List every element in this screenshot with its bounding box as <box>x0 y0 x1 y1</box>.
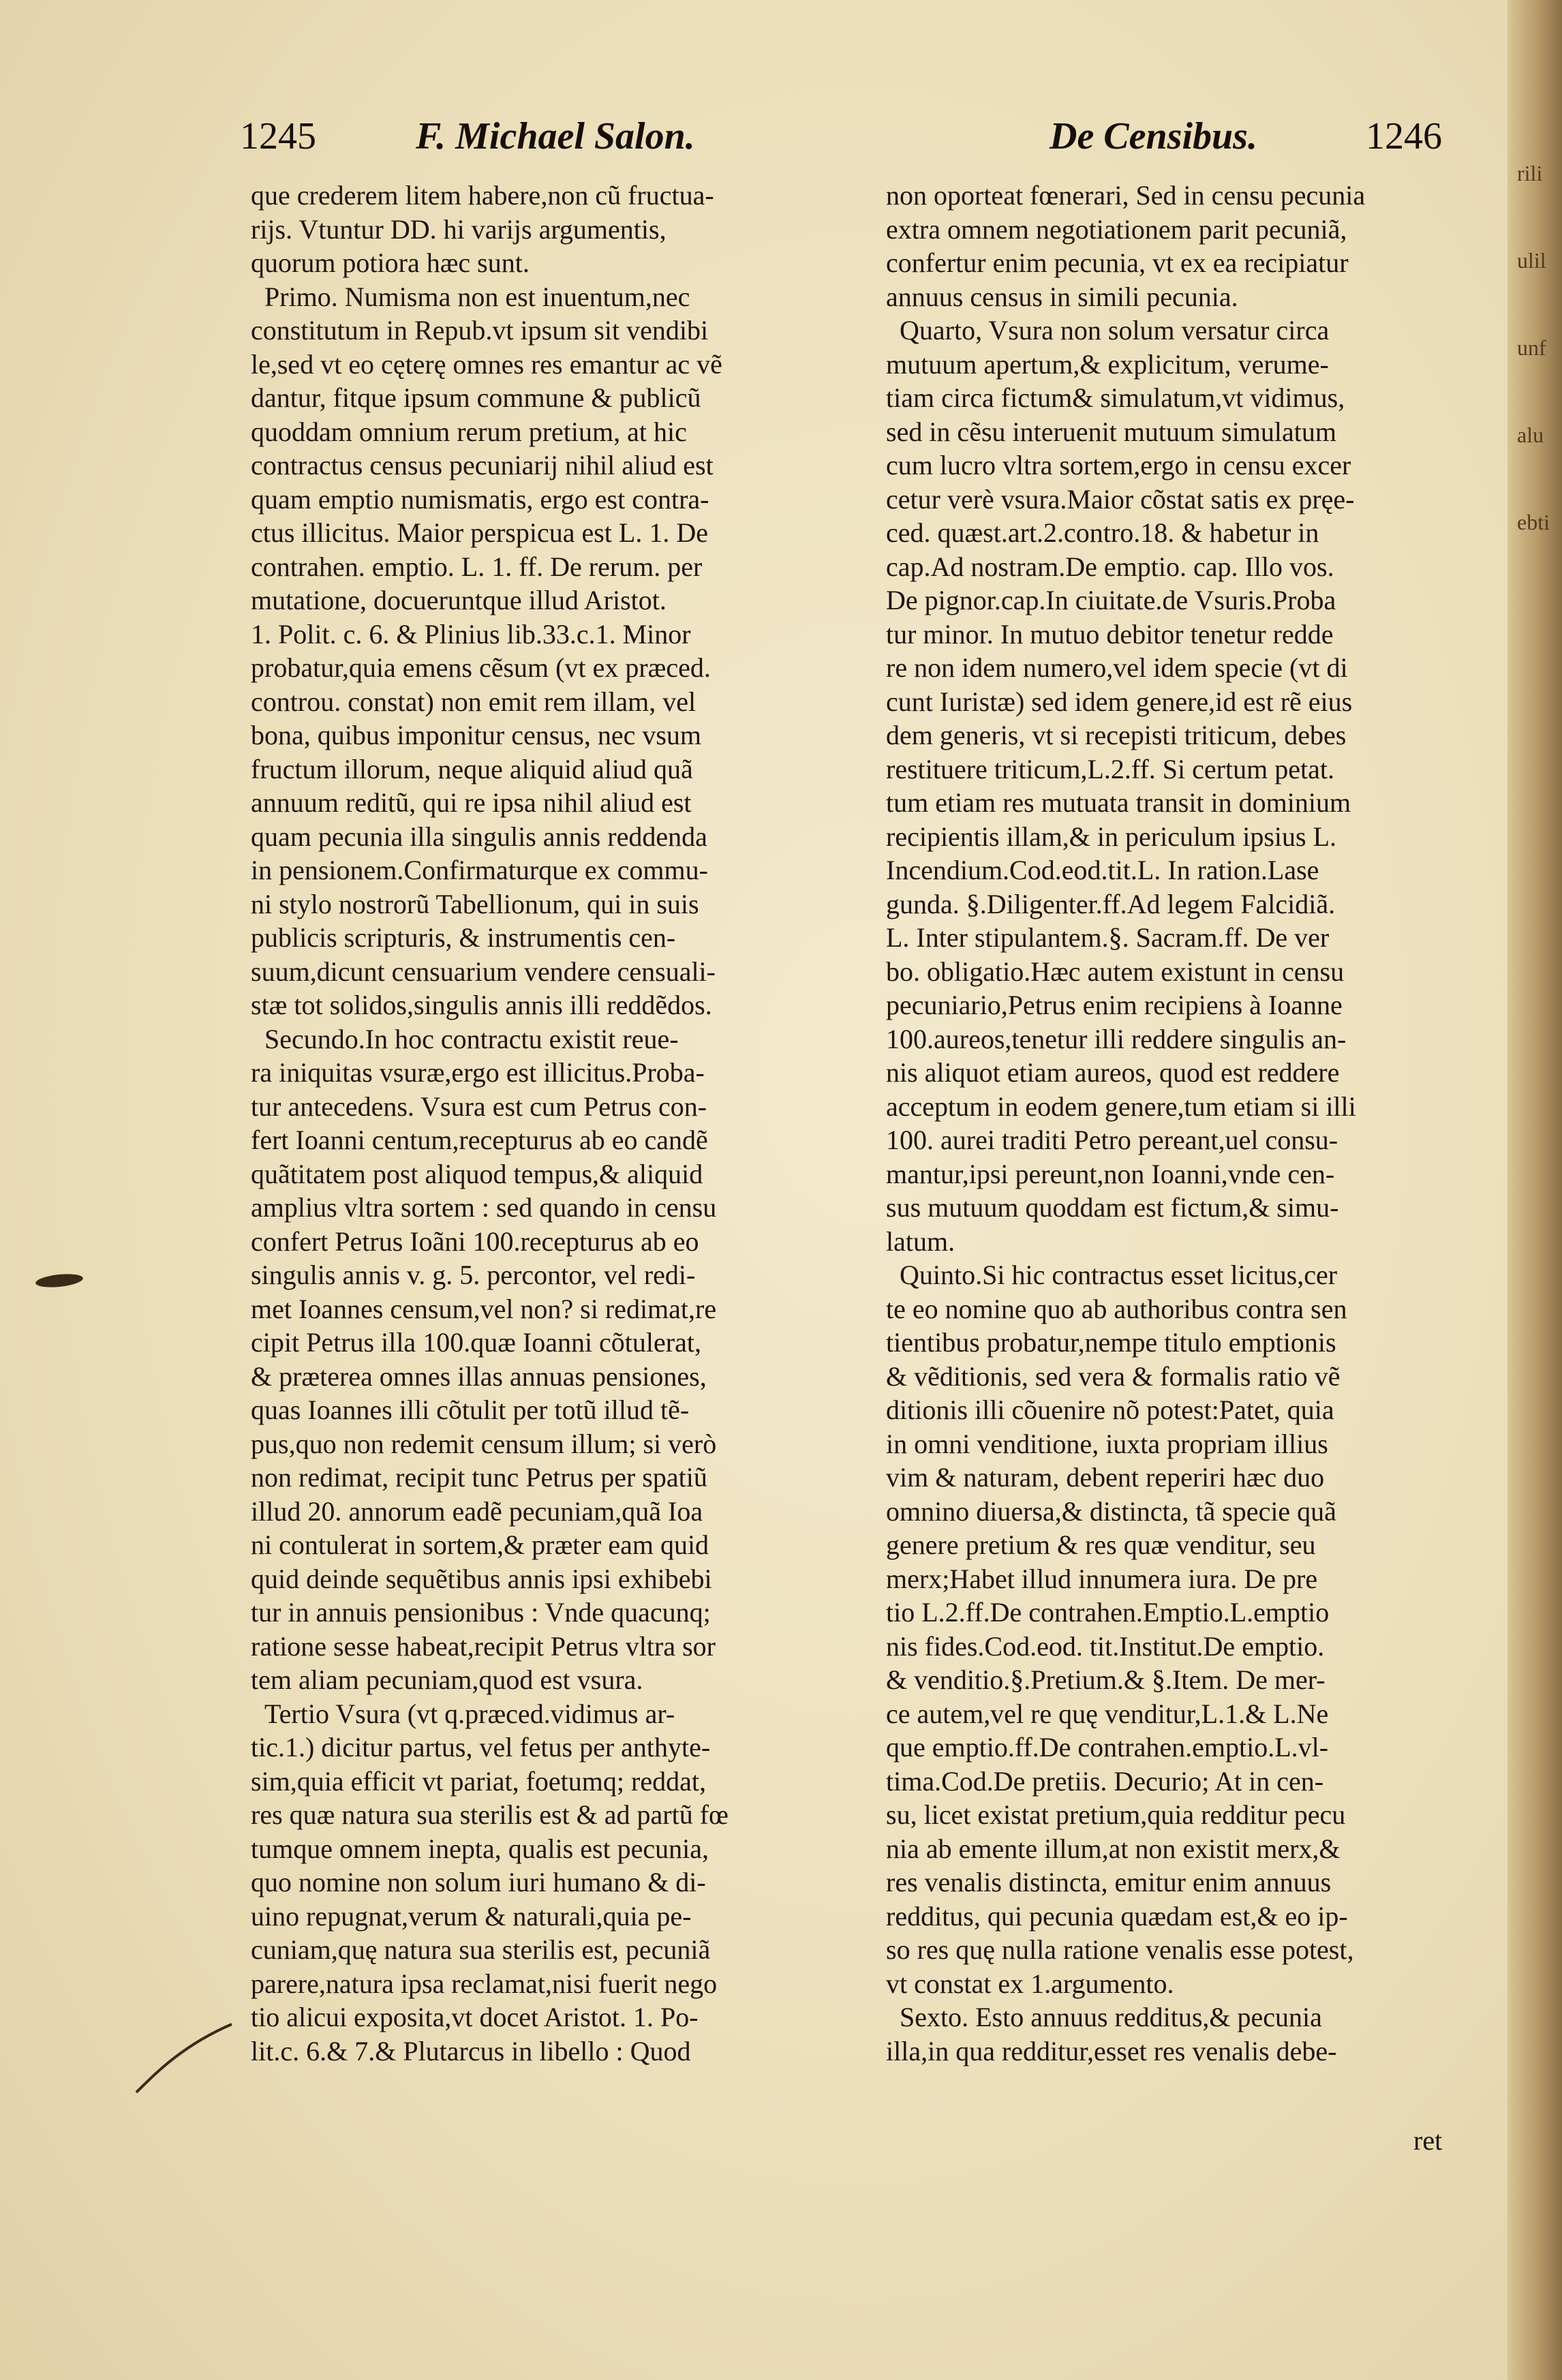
left-column-text: que crederem litem habere,non cũ fructua- rijs. Vtuntur DD. hi varijs argumentis, quorum potiora hæc sunt. Primo. Numisma non est inuentum,nec constitutum in Repub.vt ipsum sit vendibi le,sed vt eo cęterę omnes res emantur ac vẽ dantur, fitque ipsum commune & publicũ quoddam omnium rerum pretium, at hic contractus census pecuniarij nihil aliud est quam emptio numismatis, ergo est contra- ctus illicitus. Maior perspicua est L. 1. De contrahen. emptio. L. 1. ff. De rerum. per mutatione, docueruntque illud Aristot. 1. Polit. c. 6. & Plinius lib.33.c.1. Minor probatur,quia emens cẽsum (vt ex præced. controu. constat) non emit rem illam, vel bona, quibus imponitur census, nec vsum fructum illorum, neque aliquid aliud quã annuum reditũ, qui re ipsa nihil aliud est quam pecunia illa singulis annis reddenda in pensionem.Confirmaturque ex commu- ni stylo nostrorũ Tabellionum, qui in suis publicis scripturis, & instrumentis cen- suum,dicunt censuarium vendere censuali- stæ tot solidos,singulis annis illi reddẽdos. Secundo.In hoc contractu existit reue- ra iniquitas vsuræ,ergo est illicitus.Proba- tur antecedens. Vsura est cum Petrus con- fert Ioanni centum,recepturus ab eo candẽ quãtitatem post aliquod tempus,& aliquid amplius vltra sortem : sed quando in censu confert Petrus Ioãni 100.recepturus ab eo singulis annis v. g. 5. percontor, vel redi- met Ioannes censum,vel non? si redimat,re cipit Petrus illa 100.quæ Ioanni cõtulerat, & præterea omnes illas annuas pensiones, quas Ioannes illi cõtulit per totũ illud tẽ- pus,quo non redemit censum illum; si verò non redimat, recipit tunc Petrus per spatiũ illud 20. annorum eadẽ pecuniam,quã Ioa ni contulerat in sortem,& præter eam quid quid deinde sequẽtibus annis ipsi exhibebi tur in annuis pensionibus : Vnde quacunq; ratione sesse habeat,recipit Petrus vltra sor tem aliam pecuniam,quod est vsura. Tertio Vsura (vt q.præced.vidimus ar- tic.1.) dicitur partus, vel fetus per anthyte- sim,quia efficit vt pariat, foetumq; reddat, res quæ natura sua sterilis est & ad partũ fœ tumque omnem inepta, qualis est pecunia, quo nomine non solum iuri humano & di- uino repugnat,verum & naturali,quia pe- cuniam,quę natura sua sterilis est, pecuniã parere,natura ipsa reclamat,nisi fuerit nego tio alicui exposita,vt docet Aristot. 1. Po- lit.c. 6.& 7.& Plutarcus in libello : Quod <box>251 180 729 2066</box>
catchword: ret <box>1413 2125 1443 2156</box>
facing-page-fragments: riliulilunfaluebti <box>1517 161 1550 534</box>
pen-stroke-mark <box>129 2017 239 2099</box>
ink-blot <box>35 1272 83 1289</box>
right-running-head: De Censibus. <box>1050 115 1257 157</box>
right-text-column <box>886 179 1472 2223</box>
right-column-text: non oporteat fœnerari, Sed in censu pecunia extra omnem negotiationem parit pecuniã, confertur enim pecunia, vt ex ea recipiatur annuus census in simili pecunia. Quarto, Vsura non solum versatur circa mutuum apertum,& explicitum, verume- tiam circa fictum& simulatum,vt vidimus, sed in cẽsu interuenit mutuum simulatum cum lucro vltra sortem,ergo in censu excer cetur verè vsura.Maior cõstat satis ex pręe- ced. quæst.art.2.contro.18. & habetur in cap.Ad nostram.De emptio. cap. Illo vos. De pignor.cap.In ciuitate.de Vsuris.Proba tur minor. In mutuo debitor tenetur redde re non idem numero,vel idem specie (vt di cunt Iuristæ) sed idem genere,id est rẽ eius dem generis, vt si recepisti triticum, debes restituere triticum,L.2.ff. Si certum petat. tum etiam res mutuata transit in dominium recipientis illam,& in periculum ipsius L. Incendium.Cod.eod.tit.L. In ration.Lase gunda. §.Diligenter.ff.Ad legem Falcidiã. L. Inter stipulantem.§. Sacram.ff. De ver bo. obligatio.Hæc autem existunt in censu pecuniario,Petrus enim recipiens à Ioanne 100.aureos,tenetur illi reddere singulis an- nis aliquot etiam aureos, quod est reddere acceptum in eodem genere,tum etiam si illi 100. aurei traditi Petro pereant,uel consu- mantur,ipsi pereunt,non Ioanni,vnde cen- sus mutuum quoddam est fictum,& simu- latum. Quinto.Si hic contractus esset licitus,cer te eo nomine quo ab authoribus contra sen tientibus probatur,nempe titulo emptionis & vẽditionis, sed vera & formalis ratio vẽ ditionis illi cõuenire nõ potest:Patet, quia in omni venditione, iuxta propriam illius vim & naturam, debent reperiri hæc duo omnino diuersa,& distincta, tã specie quã genere pretium & res quæ venditur, seu merx;Habet illud innumera iura. De pre tio L.2.ff.De contrahen.Emptio.L.emptio nis fides.Cod.eod. tit.Institut.De emptio. & venditio.§.Pretium.& §.Item. De mer- ce autem,vel re quę venditur,L.1.& L.Ne que emptio.ff.De contrahen.emptio.L.vl- tima.Cod.De pretiis. Decurio; At in cen- su, licet existat pretium,quia redditur pecu nia ab emente illum,at non existit merx,& res venalis distincta, emitur enim annuus redditus, qui pecunia quædam est,& eo ip- so res quę nulla ratione venalis esse potest, vt constat ex 1.argumento. Sexto. Esto annuus redditus,& pecunia illa,in qua redditur,esset res venalis debe- <box>886 180 1366 2066</box>
left-running-head: F. Michael Salon. <box>416 115 695 157</box>
left-text-column <box>251 179 857 2223</box>
right-page-number: 1246 <box>1366 115 1442 157</box>
left-page-number: 1245 <box>240 115 316 157</box>
facing-page-edge <box>1507 0 1562 2380</box>
